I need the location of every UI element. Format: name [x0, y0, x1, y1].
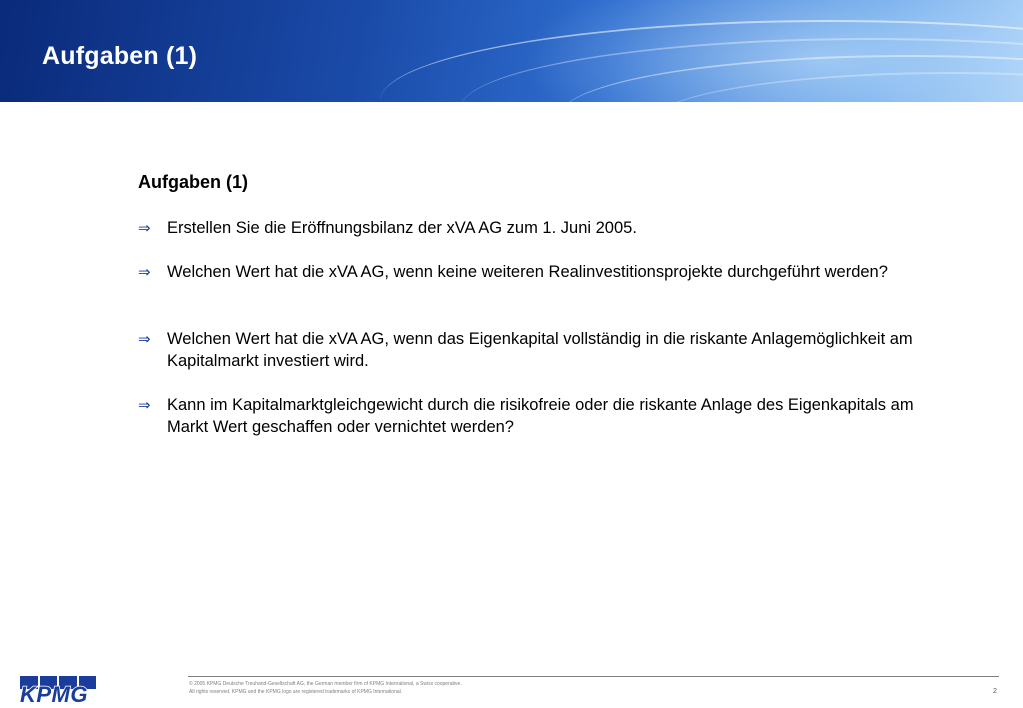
header-title: Aufgaben (1) — [42, 42, 198, 70]
list-item — [138, 328, 918, 372]
arrow-bullet-icon: ⇒ — [138, 330, 151, 348]
arrow-bullet-icon: ⇒ — [138, 396, 151, 414]
kpmg-logo — [20, 676, 96, 706]
list-item — [138, 261, 918, 283]
list-item — [138, 394, 918, 438]
list-item-text: Welchen Wert hat die xVA AG, wenn keine weiteren Realinvestitionsprojekte durchgeführt werden? — [167, 263, 888, 281]
list-item-text: Welchen Wert hat die xVA AG, wenn das Eigenkapital vollständig in die riskante Anlagemöglichkeit am Kapitalmarkt investiert wird. — [167, 330, 913, 370]
arrow-bullet-icon: ⇒ — [138, 219, 151, 237]
content-title: Aufgaben (1) — [138, 172, 248, 192]
footer-copyright-line2: All rights reserved. KPMG and the KPMG logo are registered trademarks of KPMG International. — [189, 689, 403, 695]
footer-divider — [188, 676, 999, 677]
list-item-text: Erstellen Sie die Eröffnungsbilanz der xVA AG zum 1. Juni 2005. — [167, 219, 637, 237]
list-item-text: Kann im Kapitalmarktgleichgewicht durch die risikofreie oder die riskante Anlage des Eigenkapitals am Markt Wert geschaffen oder vernichtet werden? — [167, 396, 914, 436]
arrow-bullet-icon: ⇒ — [138, 263, 151, 281]
logo-wordmark: KPMG — [20, 682, 88, 707]
list-item — [138, 217, 918, 239]
header-banner — [0, 0, 1023, 102]
footer-copyright-line1: © 2005 KPMG Deutsche Treuhand-Gesellschaft AG, the German member firm of KPMG International, a Swiss cooperative. — [189, 681, 462, 687]
page-number: 2 — [993, 688, 997, 695]
